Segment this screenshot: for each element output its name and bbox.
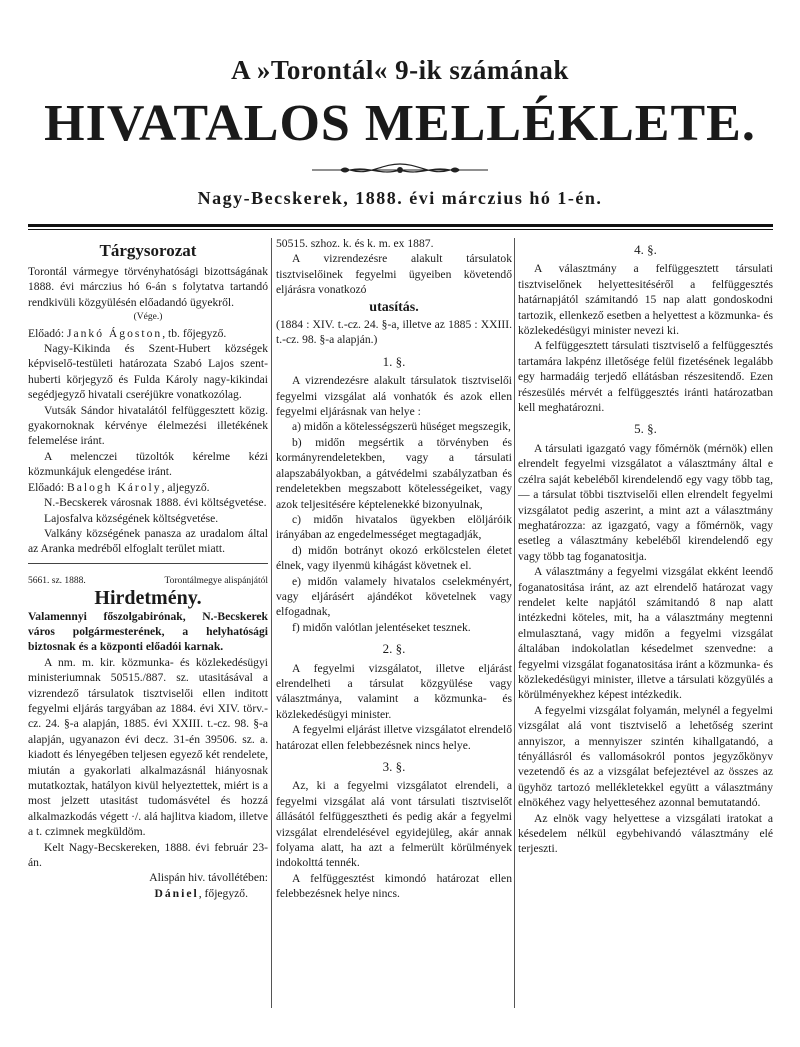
header-rule	[28, 224, 773, 227]
legal-basis: (1884 : XIV. t.-cz. 24. §-a, illetve az 1885 : XXIII. t.-cz. 98. §-a alapján.)	[276, 318, 512, 347]
rapporteur-line: Előadó: Jankó Ágoston, tb. főjegyző.	[28, 326, 227, 340]
agenda-item: Nagy-Kikinda és Szent-Hubert községek képviselő-testületi határozata Szabó Lajos szent-huberti körjegyző és Fulda Károly nagy-kikindai segédjegyző hivatali cseréjükre vonatkozólag.	[28, 342, 268, 402]
agenda-item: Valkány községének panasza az uradalom által az Aranka medréből elfoglalt terület miatt.	[28, 526, 268, 556]
section-item: a) midőn a kötelességszerü hüséget megszegik,	[292, 420, 511, 434]
signature-name: Dániel, főjegyző.	[154, 886, 248, 900]
notice-title: Hirdetmény.	[94, 587, 202, 610]
column-3	[518, 236, 773, 857]
section-number: 1. §.	[382, 353, 406, 369]
section-text: A fegyelmi vizsgálatot, illetve eljárást elrendelheti a társulat közgyülése vagy választmánya, valamint a közmunka- és közlekedésügyi minister.	[276, 661, 512, 721]
instruction-intro: A vizrendezésre alakult társulatok tisztviselőinek fegyelmi ügyeiben követendő eljárásra vonatkozó	[276, 252, 512, 297]
section-text: A felfüggesztést kimondó határozat ellen felebbezésnek helye nincs.	[276, 871, 512, 901]
column-2	[276, 236, 512, 902]
instruction-title: utasítás.	[369, 299, 419, 315]
notice-reference: 5661. sz. 1888. Torontálmegye alispánjától	[28, 575, 268, 586]
section-item: c) midőn hivatalos ügyekben elöljáróik irányában az engedelmességet megtagadják,	[276, 512, 512, 542]
section-item: b) midőn megsértik a törvényben és kormányrendeletekben, vagy a társulati alapszabályokban, a gátvédelmi szabályzatban és rendeletekben megszabott kötelességeiket, vagy azok teljesitésére képtelenekké bizonyulnak,	[276, 435, 512, 511]
section-text: A választmány a fegyelmi vizsgálat ekként leendő foganatositása iránt, az azt elrendelő határozat vagy rendelet kelte napjától számitandó 8 nap alatt intézkedni köteles, mit, ha a választmány megtenni elmulasztaná, vagy midőn a fegyelmi vizsgálat általában indokolatlan késedelmet szenvedne: a fegyelmi vizsgálat foganatositása iránt a közmunka- és közlekedésügyi minister, illetve a társulati közgyülés a körülményekhez képest intézkedik.	[518, 565, 773, 702]
agenda-intro: Torontál vármegye törvényhatósági bizottságának 1888. évi márczius hó 6-án s folytatva tartandó rendkivüli közgyülésén előadandó ügyekről.	[28, 265, 268, 309]
agenda-item: Lajosfalva községének költségvetése.	[44, 511, 219, 525]
section-item: d) midőn botrányt okozó erkölcstelen életet élnek, vagy ilyenmü kihágást követnek el.	[276, 543, 512, 573]
signature-line: Alispán hiv. távollétében:	[149, 871, 268, 885]
column-divider	[271, 238, 272, 1008]
section-text: A fegyelmi eljárást illetve vizsgálatot elrendelő határozat ellen felebbezésnek nincs helye.	[276, 723, 512, 752]
supplement-heading: A »Torontál« 9-ik számának	[231, 55, 569, 85]
rapporteur-line: Előadó: Balogh Károly, aljegyző.	[28, 480, 210, 494]
section-text: A felfüggesztett társulati tisztviselő a felfüggesztés tartamára lakpénz illetősége felül fizetésének legalább egy harmadáig terjedő ellátásban részesitendő. Ezen részesülés mérvét a felfüggesztés iránti határozatban kell meghatározni.	[518, 339, 773, 415]
section-number: 2. §.	[382, 641, 406, 657]
header-rule-thin	[28, 229, 773, 230]
document-reference: 50515. szhoz. k. és k. m. ex 1887.	[276, 237, 434, 250]
notice-addressees: Valamennyi főszolgabirónak, N.-Becskerek város polgármesterének, a helyhatósági biztosnak és a központi előadói karnak.	[28, 609, 268, 654]
agenda-item: N.-Becskerek városnak 1888. évi költségvetése.	[44, 496, 267, 510]
ornament-divider	[310, 162, 490, 178]
agenda-heading: Tárgysorozat	[99, 241, 197, 260]
column-1	[28, 236, 268, 901]
section-text: Az elnök vagy helyettese a vizsgálati iratokat a késedelem nélkül egybehivandó választmány elé terjeszti.	[518, 811, 773, 856]
agenda-item: Vutsák Sándor hivatalától felfüggesztett közig. gyakornoknak kérvénye élelmezési illetékének felemelése iránt.	[28, 403, 268, 448]
section-item: f) midőn valótlan jelentéseket tesznek.	[292, 620, 471, 634]
agenda-item: A melenczei tüzoltók kérelme kézi közmunkájuk elengedése iránt.	[28, 449, 268, 479]
masthead-title: HIVATALOS MELLÉKLETE.	[44, 95, 756, 152]
section-text: A választmány a felfüggesztett társulati tisztviselőnek helyettesitéséről a felfüggesztés határnapjától számitandó 15 nap alatt gondoskodni tartozik, ellenkező esetben a helyettest a közmunka- és közlekedésügyi minister nevezi ki.	[518, 262, 773, 338]
section-rule	[28, 563, 268, 564]
section-text: A vizrendezésre alakult társulatok tisztviselői fegyelmi vizsgálat alá vonhatók és azok ellen fegyelmi eljárásnak van helye :	[276, 374, 512, 419]
section-text: A társulati igazgató vagy főmérnök (mérnök) ellen elrendelt fegyelmi vizsgálatot a választmány által e czélra saját kebeléből kirendelendő egy vagy több tag, — a társulat többi tisztviselői ellen elrendelt fegyelmi vizsgálatot pedig aszerint, a mint azt a választmány meghatározza: az igazgató, vagy a főmérnök, vagy esetleg a választmány kebeléből kirendelendő egy vagy több tag foganatositja.	[518, 441, 773, 563]
section-number: 3. §.	[382, 759, 406, 774]
notice-body: A nm. m. kir. közmunka- és közlekedésügyi ministeriumnak 50515./887. sz. utasitásával a vizrendező társulatok tisztviselői ellen inditott fegyelmi eljárás targyában az 1884. évi XIV. törv.-cz. 24. §-a alapján, 1885. évi XXIII. t.-cz. 98. §-a alapján, ugyanazon évi decz. 31-én 39506. sz. a. kiadott és lényegében teljesen egyező két rendelete, miután a gyakorlati alkalmazásnál hiányosnak mutatkoztak, hatályon kivül helyeztettek, miért is a most jelzett utasitást tudomásvétel és hozzá alkalmazkodás végett ·/. alá hajlitva kiadom, illetve a t. czimnek megküldöm.	[28, 655, 268, 839]
section-number: 5. §.	[634, 421, 657, 437]
section-text: A fegyelmi vizsgálat folyamán, melynél a fegyelmi vizsgálat alá vont tisztviselő a lehetőség szerint annyiszor, a mennyiszer szintén kihallgatandó, a tényállásról és vallomásokról pontos jegyzőkönyv vezetendő és az a vizsgálat befejeztével az összes az ügyhöz tartozó mellékletekkel együtt a választmány elnökéhez vagy helyetteséhez azonnal bemutatandó.	[518, 703, 773, 810]
continued-note: (Vége.)	[133, 312, 163, 323]
date-line: Nagy-Becskerek, 1888. évi márczius hó 1-én.	[197, 188, 603, 208]
section-number: 4. §.	[634, 242, 657, 257]
column-divider	[514, 238, 515, 1008]
place-date: Kelt Nagy-Becskereken, 1888. évi február 23-án.	[28, 840, 268, 870]
section-item: e) midőn valamely hivatalos cselekményért, vagy eljárásért ajándékot követelnek vagy elfogadnak,	[276, 574, 512, 619]
section-text: Az, ki a fegyelmi vizsgálatot elrendeli, a fegyelmi vizsgálat alá vont társulati tisztviselőt állásától felfüggesztheti és pedig akár a fegyelmi vizsgálat elrendelésével egyidejüleg, akár annak folyama alatt, ha azt a felmerült körülmények indokolttá tennék.	[276, 779, 512, 870]
